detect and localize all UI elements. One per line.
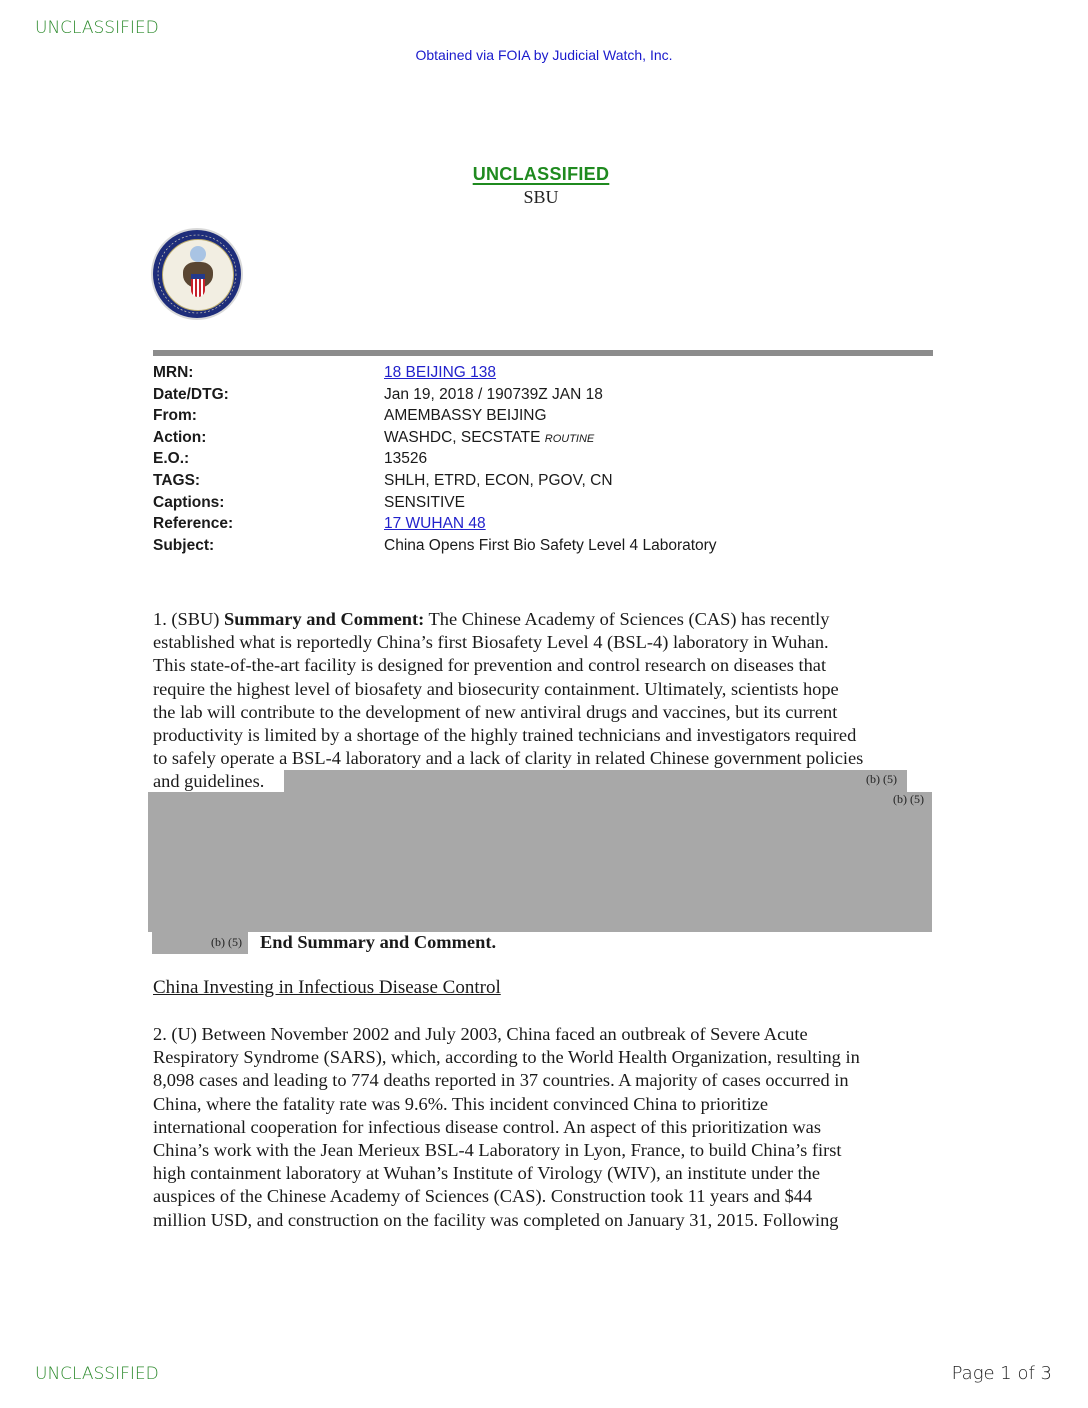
metadata-row-tags (153, 472, 933, 494)
exemption-code: (b) (5) (211, 935, 242, 949)
metadata-label: Date/DTG: (153, 385, 229, 403)
paragraph-line: and guidelines. (153, 771, 265, 792)
metadata-value-wrap (384, 429, 594, 447)
metadata-label: Reference: (153, 515, 234, 533)
paragraph-line: established what is reportedly China’s first Biosafety Level 4 (BSL-4) laboratory in Wuhan. (153, 632, 829, 653)
mrn-link[interactable]: 18 BEIJING 138 (384, 364, 497, 381)
paragraph-line: productivity is limited by a shortage of the highly trained technicians and investigators required (153, 724, 857, 745)
paragraph-2 (153, 1023, 943, 1232)
metadata-label: Captions: (153, 493, 225, 511)
metadata-row-reference (153, 515, 933, 537)
reference-link[interactable]: 17 WUHAN 48 (384, 515, 486, 533)
metadata-label: TAGS: (153, 472, 201, 489)
paragraph-line (153, 608, 943, 631)
seal-ring-text (153, 230, 241, 318)
metadata-value: WASHDC, SECSTATE (384, 428, 541, 446)
summary-lead: Summary and Comment: (224, 609, 425, 629)
classification-marking-top: UNCLASSIFIED (35, 18, 159, 38)
metadata-value: SENSITIVE (384, 493, 465, 511)
paragraph-line: international cooperation for infectious disease control. An aspect of this prioritization was (153, 1116, 821, 1137)
foia-notice: Obtained via FOIA by Judicial Watch, Inc. (415, 47, 673, 63)
metadata-label: From: (153, 407, 197, 425)
paragraph-number: 1. (SBU) (153, 609, 225, 629)
paragraph-line: 8,098 cases and leading to 774 deaths reported in 37 countries. A majority of cases occurred in (153, 1070, 849, 1091)
precedence-routine: ROUTINE (544, 432, 595, 445)
metadata-label: Action: (153, 428, 207, 446)
metadata-value: SHLH, ETRD, ECON, PGOV, CN (384, 472, 613, 489)
paragraph-line: high containment laboratory at Wuhan’s Institute of Virology (WIV), an institute under the (153, 1163, 821, 1184)
metadata-row-mrn (153, 364, 933, 386)
section-heading: China Investing in Infectious Disease Control (153, 977, 501, 998)
classification-banner: UNCLASSIFIED (472, 164, 610, 184)
paragraph-line: the lab will contribute to the development of new antiviral drugs and vaccines, but its current (153, 701, 838, 722)
paragraph-line: China, where the fatality rate was 9.6%. This incident convinced China to prioritize (153, 1093, 769, 1114)
classification-marking-bottom: UNCLASSIFIED (35, 1364, 159, 1384)
paragraph-line: to safely operate a BSL-4 laboratory and a lack of clarity in related Chinese government policies (153, 748, 864, 769)
paragraph-line: China’s work with the Jean Merieux BSL-4 Laboratory in Lyon, France, to build China’s first (153, 1139, 842, 1160)
handling-caveat: SBU (523, 187, 559, 207)
summary-closing: End Summary and Comment. (260, 932, 497, 952)
paragraph-line: 2. (U) Between November 2002 and July 2003, China faced an outbreak of Severe Acute (153, 1024, 808, 1044)
metadata-row-action (153, 429, 933, 451)
metadata-row-subject (153, 537, 933, 559)
metadata-label: E.O.: (153, 450, 190, 468)
paragraph-line: million USD, and construction on the facility was completed on January 31, 2015. Following (153, 1209, 839, 1230)
metadata-value: China Opens First Bio Safety Level 4 Laboratory (384, 536, 717, 554)
exemption-code: (b) (5) (893, 792, 924, 806)
metadata-value: Jan 19, 2018 / 190739Z JAN 18 (384, 385, 603, 403)
department-of-state-seal-icon (153, 230, 241, 318)
paragraph-line: auspices of the Chinese Academy of Sciences (CAS). Construction took 11 years and $44 (153, 1186, 813, 1207)
metadata-row-eo (153, 450, 933, 472)
metadata-value: 13526 (384, 450, 428, 468)
paragraph-line: Respiratory Syndrome (SARS), which, according to the World Health Organization, resulting in (153, 1047, 860, 1068)
redaction-block (284, 770, 907, 792)
header-divider (153, 350, 933, 356)
metadata-value: AMEMBASSY BEIJING (384, 407, 547, 425)
metadata-row-captions (153, 494, 933, 516)
metadata-row-from (153, 407, 933, 429)
exemption-code: (b) (5) (866, 772, 897, 786)
metadata-row-date (153, 386, 933, 408)
metadata-label: Subject: (153, 536, 215, 554)
paragraph-1 (153, 608, 943, 794)
paragraph-line: require the highest level of biosafety and biosecurity containment. Ultimately, scientists hope (153, 678, 839, 699)
paragraph-text: The Chinese Academy of Sciences (CAS) has recently (424, 609, 830, 629)
cable-metadata (153, 364, 953, 564)
paragraph-line: This state-of-the-art facility is designed for prevention and control research on diseases that (153, 655, 827, 676)
redaction-block (148, 792, 932, 932)
metadata-label: MRN: (153, 364, 194, 381)
page-number: Page 1 of 3 (951, 1363, 1052, 1384)
